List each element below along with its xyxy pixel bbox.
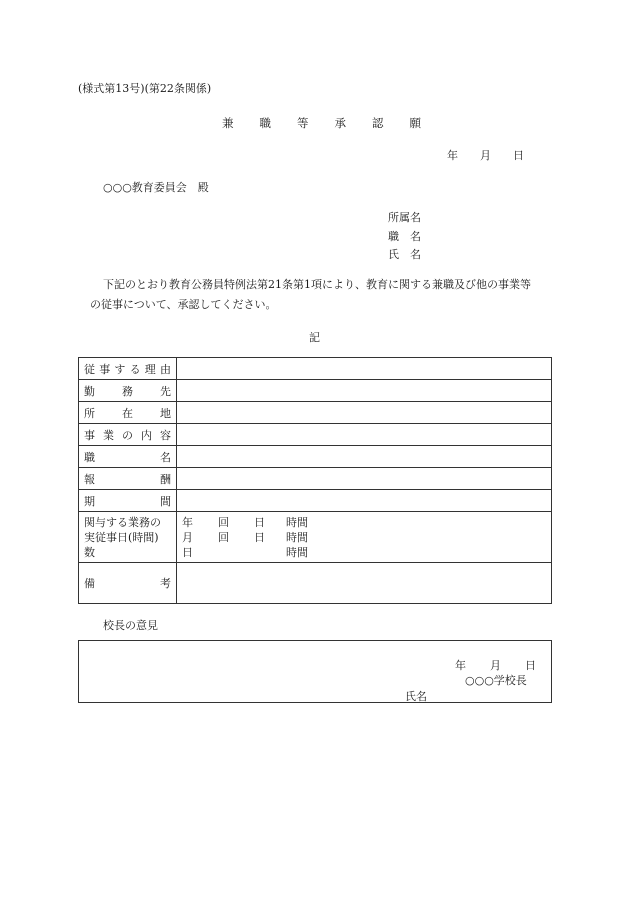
table-row — [79, 512, 552, 563]
school-principal: ○○○学校長 — [465, 674, 527, 687]
reason-field[interactable] — [177, 358, 552, 380]
request-body — [90, 275, 560, 315]
row-label-period: 期 間 — [79, 490, 177, 512]
compensation-field[interactable] — [177, 468, 552, 490]
affiliation-label: 所属名 — [388, 211, 421, 224]
duties-field[interactable]: 年 回 日 時間 月 回 日 時間 日 時間 — [177, 512, 552, 563]
table-row — [79, 468, 552, 490]
table-row — [79, 380, 552, 402]
details-table — [78, 357, 552, 604]
row-label-compensation: 報 酬 — [79, 468, 177, 490]
document-title — [222, 115, 421, 131]
period-field[interactable] — [177, 490, 552, 512]
row-label-workplace: 勤 務 先 — [79, 380, 177, 402]
form-number: (様式第13号)(第22条関係) — [78, 82, 212, 95]
name-label: 氏 名 — [388, 248, 421, 261]
ki-heading: 記 — [309, 331, 320, 344]
row-label-location: 所 在 地 — [79, 402, 177, 424]
table-row — [79, 563, 552, 604]
principal-opinion-label: 校長の意見 — [103, 619, 158, 632]
row-label-business: 事 業 の 内 容 — [79, 424, 177, 446]
title-char: 兼 — [222, 116, 234, 130]
position-field[interactable] — [177, 446, 552, 468]
day-label: 日 — [513, 149, 524, 162]
body-line: の従事について、承認してください。 — [90, 298, 277, 311]
title-char: 承 — [334, 116, 346, 130]
table-row — [79, 402, 552, 424]
applicant-block — [388, 209, 421, 265]
title-char: 職 — [259, 116, 271, 130]
addressee: ○○○教育委員会 殿 — [103, 181, 209, 194]
row-label-duties: 関与する業務の 実従事日(時間) 数 — [79, 512, 177, 563]
position-label: 職 名 — [388, 229, 421, 243]
title-char: 等 — [297, 116, 309, 130]
principal-name-label: 氏名 — [405, 690, 427, 703]
body-line: 下記のとおり教育公務員特例法第21条第1項により、教育に関する兼職及び他の事業等 — [103, 278, 531, 291]
month-label: 月 — [480, 149, 491, 162]
remarks-field[interactable] — [177, 563, 552, 604]
business-field[interactable] — [177, 424, 552, 446]
location-field[interactable] — [177, 402, 552, 424]
table-row — [79, 446, 552, 468]
row-label-remarks: 備 考 — [79, 563, 177, 604]
row-label-position: 職 名 — [79, 446, 177, 468]
year-label: 年 — [447, 149, 458, 162]
title-char: 願 — [409, 116, 421, 130]
table-row — [79, 490, 552, 512]
table-row — [79, 424, 552, 446]
opinion-date: 年 月 日 — [455, 659, 536, 672]
row-label-reason: 従 事 す る 理 由 — [79, 358, 177, 380]
title-char: 認 — [372, 116, 384, 130]
date-line — [447, 147, 524, 163]
table-row — [79, 358, 552, 380]
workplace-field[interactable] — [177, 380, 552, 402]
